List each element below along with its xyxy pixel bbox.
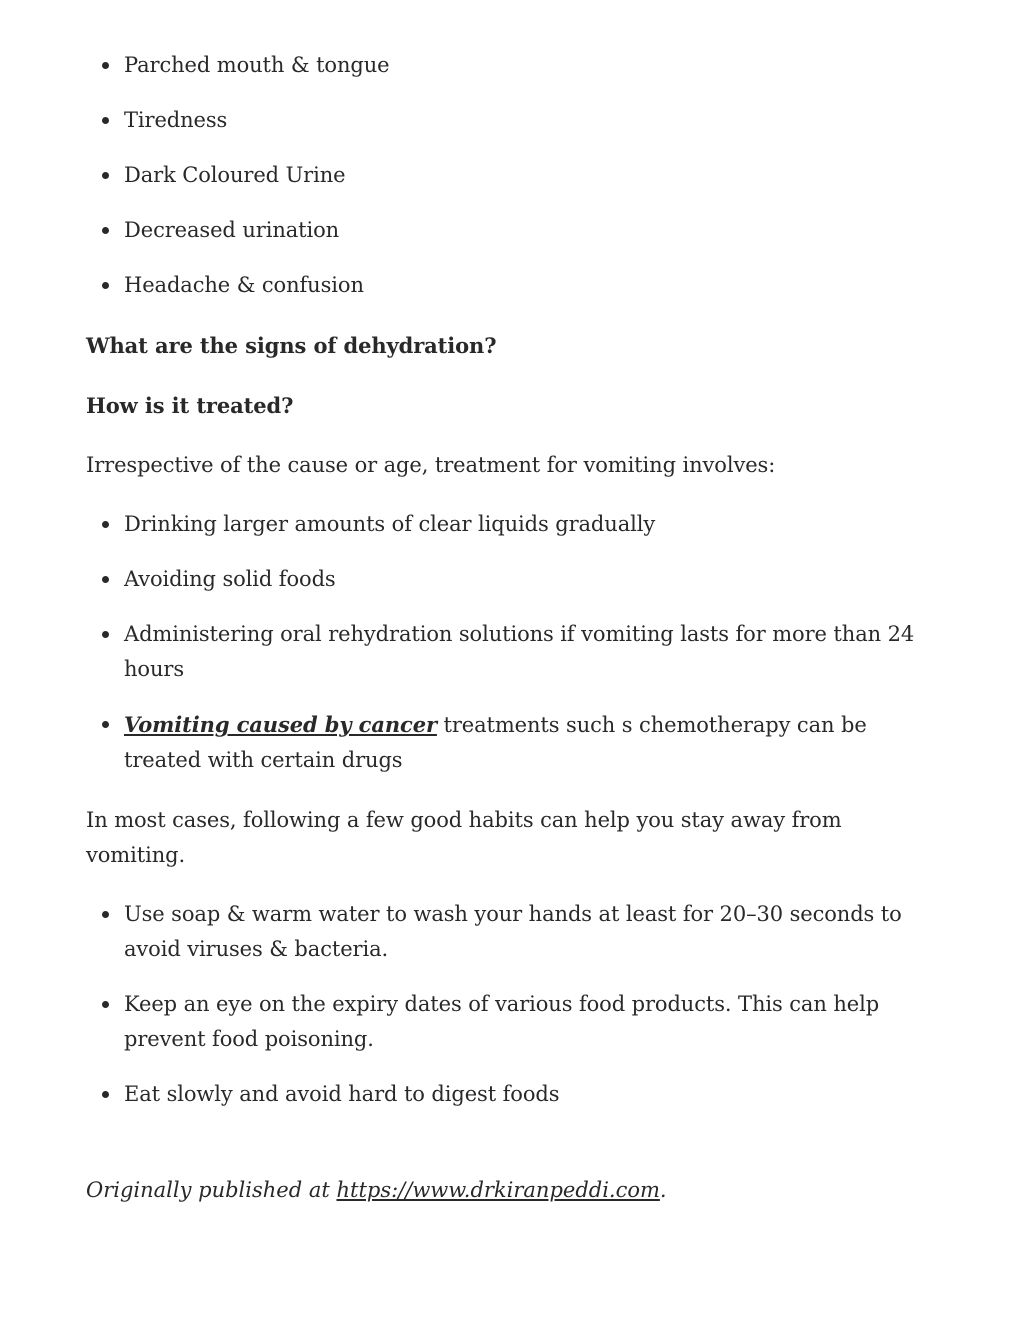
originally-published-note <box>86 1173 667 1208</box>
list-item: Administering oral rehydration solutions if vomiting lasts for more than 24 hours <box>86 617 946 687</box>
source-link[interactable]: https://www.drkiranpeddi.com <box>336 1178 660 1202</box>
heading-signs: What are the signs of dehydration? <box>86 333 497 358</box>
list-item: Drinking larger amounts of clear liquids gradually <box>86 507 946 542</box>
list-item: Eat slowly and avoid hard to digest foods <box>86 1077 946 1112</box>
symptoms-list <box>86 0 946 303</box>
article-body <box>86 0 946 1137</box>
treatment-list <box>86 507 946 778</box>
footer-prefix: Originally published at <box>86 1178 337 1202</box>
habits-list <box>86 897 946 1112</box>
list-item: Tiredness <box>86 103 946 138</box>
list-item: Decreased urination <box>86 213 946 248</box>
heading-treated: How is it treated? <box>86 393 294 418</box>
vomiting-cancer-link[interactable]: Vomiting caused by cancer <box>124 712 437 737</box>
list-item: Headache & confusion <box>86 268 946 303</box>
list-item: Keep an eye on the expiry dates of various food products. This can help prevent food poisoning. <box>86 987 946 1057</box>
cancer-item-text: treatments such s chemotherapy can be treated with certain drugs <box>124 713 867 772</box>
treatment-intro: Irrespective of the cause or age, treatment for vomiting involves: <box>86 453 776 477</box>
list-item: Parched mouth & tongue <box>86 48 946 83</box>
habits-intro: In most cases, following a few good habits can help you stay away from vomiting. <box>86 808 842 867</box>
footer-suffix: . <box>659 1178 667 1202</box>
list-item: Avoiding solid foods <box>86 562 946 597</box>
list-item: Dark Coloured Urine <box>86 158 946 193</box>
list-item: Use soap & warm water to wash your hands at least for 20–30 seconds to avoid viruses & bacteria. <box>86 897 946 967</box>
list-item-cancer <box>86 707 946 778</box>
